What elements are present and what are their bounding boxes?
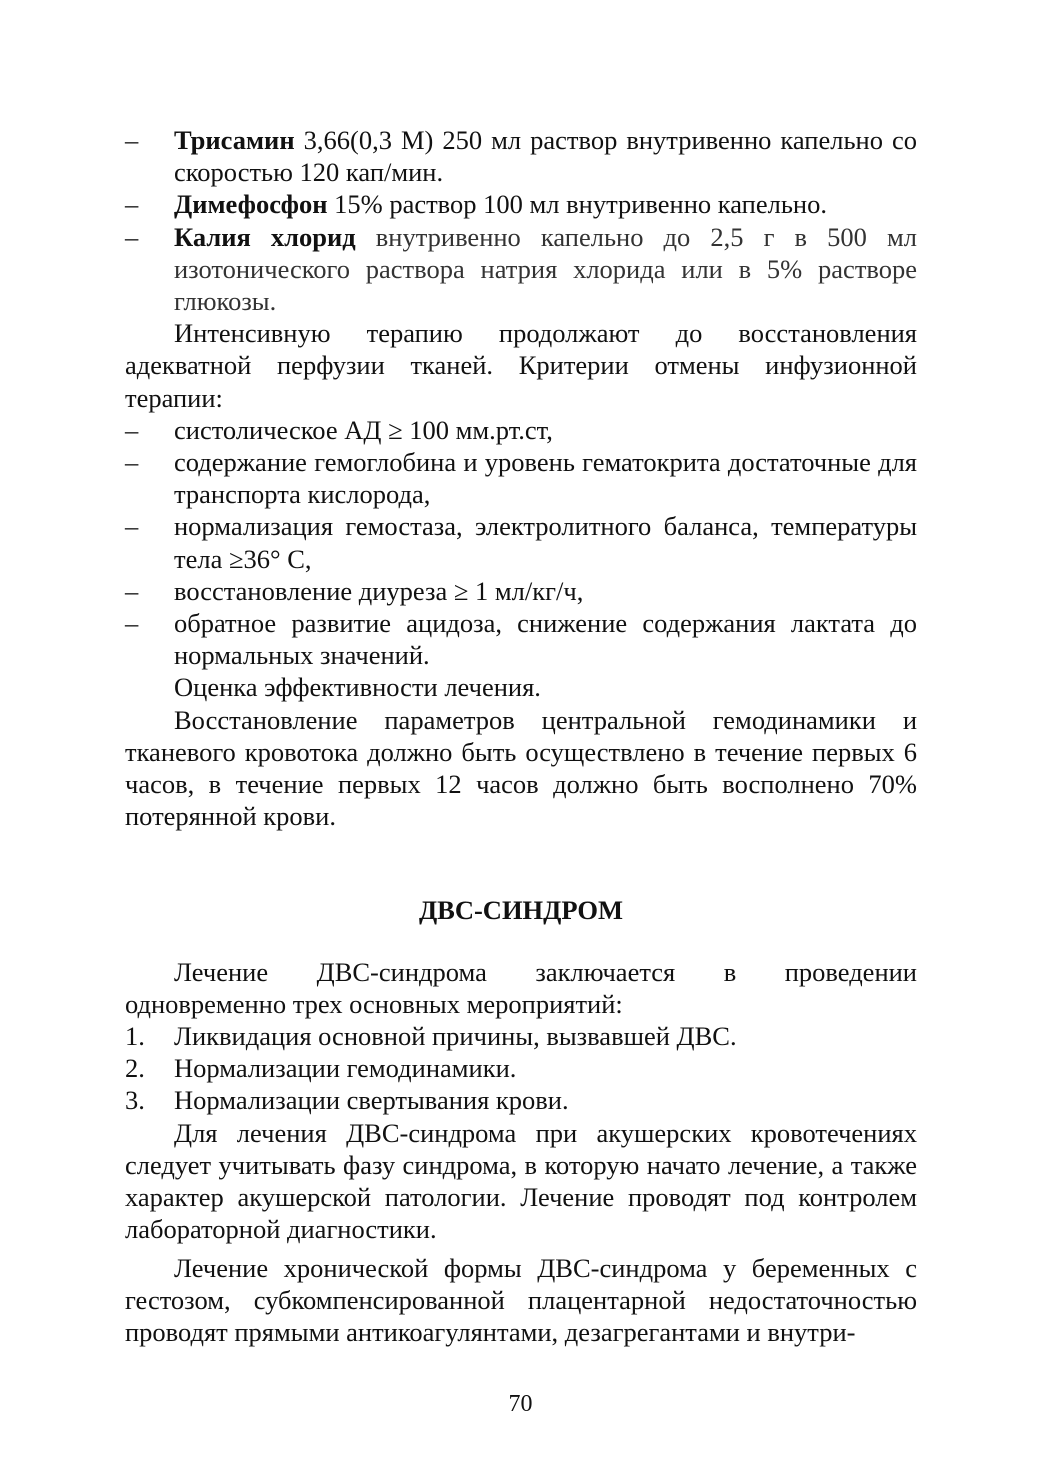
measures-list [125,1020,917,1117]
obstetric-paragraph: Для лечения ДВС-синдрома при акушерских кровотечениях следует учитывать фазу синдрома, в которую начато лечение, а также характер акушерской патологии. Лечение проводят под контролем лабораторной диагностики. [125,1117,917,1245]
list-item [125,1020,917,1052]
number-marker: 3. [125,1085,145,1116]
section-heading: ДВС-СИНДРОМ [418,895,624,926]
list-item [125,510,917,574]
list-item [125,607,917,671]
drug-description: 15% раствор 100 мл внутривенно капельно. [327,189,827,220]
dash-marker: – [125,447,139,478]
intensive-therapy-paragraph: Интенсивную терапию продолжают до восстановления адекватной перфузии тканей. Критерии отмены инфузионной терапии: [125,318,917,413]
drug-name: Трисамин [174,125,295,155]
number-marker: 1. [125,1021,145,1052]
drug-description: 3,66(0,3 М) 250 мл раствор внутривенно капельно со скоростью 120 кап/мин. [174,125,917,188]
dvs-intro-paragraph: Лечение ДВС-синдрома заключается в проведении одновременно трех основных мероприятий: [125,956,917,1019]
measure-text: Ликвидация основной причины, вызвавшей ДВС. [174,1021,737,1052]
list-item [125,1052,917,1084]
list-item [125,221,917,318]
list-item [125,188,917,220]
drug-description: внутривенно капельно до 2,5 г в 500 мл изотонического раствора натрия хлорида или в 5% растворе глюкозы. [174,221,917,317]
dash-marker: – [125,575,139,606]
drug-name: Димефосфон [174,189,328,220]
list-item [125,414,917,446]
chronic-form-paragraph: Лечение хронической формы ДВС-синдрома у беременных с гестозом, субкомпенсированной плацентарной недостаточностью проводят прямыми антикоагулянтами, дезагрегантами и внутри- [125,1252,917,1347]
dash-marker: – [125,221,139,252]
list-item [125,124,917,188]
criterion-text: нормализация гемостаза, электролитного баланса, температуры тела ≥36° С, [174,511,917,574]
page-number: 70 [508,1391,533,1417]
drug-list [125,124,917,317]
dash-marker: – [125,125,139,155]
list-item [125,575,917,607]
list-item [125,446,917,510]
list-item [125,1084,917,1116]
criterion-text: обратное развитие ацидоза, снижение содержания лактата до нормальных значений. [174,608,917,671]
page-body [125,124,917,1348]
measure-text: Нормализации свертывания крови. [174,1085,569,1116]
criterion-text: систолическое АД ≥ 100 мм.рт.ст, [174,414,553,445]
evaluation-line: Оценка эффективности лечения. [174,672,541,703]
drug-name: Калия хлорид [174,221,356,252]
measure-text: Нормализации гемодинамики. [174,1053,517,1084]
dash-marker: – [125,414,139,445]
restoration-paragraph: Восстановление параметров центральной гемодинамики и тканевого кровотока должно быть осуществлено в течение первых 6 часов, в течение первых 12 часов должно быть восполнено 70% потерянной крови. [125,704,917,832]
dash-marker: – [125,608,139,639]
criterion-text: восстановление диуреза ≥ 1 мл/кг/ч, [174,575,584,606]
criteria-list [125,414,917,672]
dash-marker: – [125,511,139,542]
dash-marker: – [125,189,139,220]
criterion-text: содержание гемоглобина и уровень гематокрита достаточные для транспорта кислорода, [174,447,917,510]
number-marker: 2. [125,1053,145,1084]
